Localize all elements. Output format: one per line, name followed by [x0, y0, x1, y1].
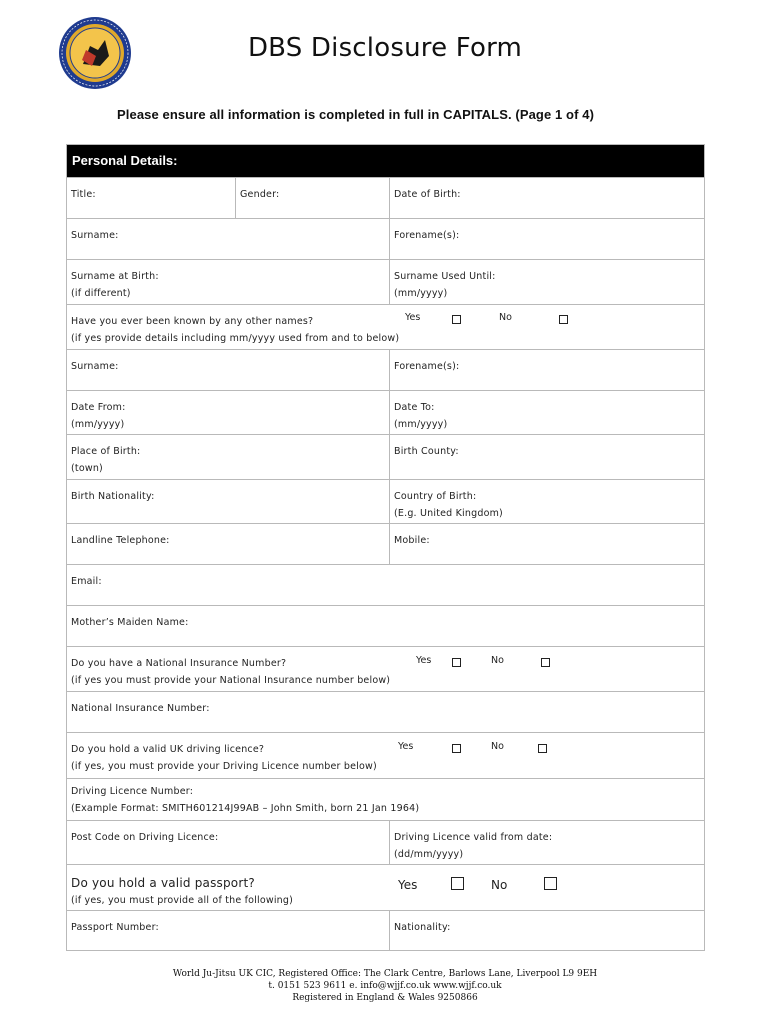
maiden-name-field[interactable]: Mother’s Maiden Name:	[71, 617, 189, 628]
forenames-field[interactable]: Forename(s):	[389, 219, 704, 259]
ni-no[interactable]: No	[491, 655, 504, 666]
passport-yes-checkbox[interactable]	[451, 877, 464, 890]
licence-valid-from-field[interactable]: Driving Licence valid from date: (dd/mm/yyyy)	[389, 821, 704, 864]
licence-yes-checkbox[interactable]	[452, 744, 461, 753]
page-title: DBS Disclosure Form	[247, 33, 523, 63]
gender-field[interactable]: Gender:	[235, 178, 389, 218]
footer-registration: Registered in England & Wales 9250866	[292, 993, 478, 1003]
other-forenames-field[interactable]: Forename(s):	[389, 350, 704, 390]
other-names-no-checkbox[interactable]	[559, 315, 568, 324]
instruction-text: Please ensure all information is completed in full in CAPITALS. (Page 1 of 4)	[117, 107, 594, 122]
dob-field[interactable]: Date of Birth:	[389, 178, 704, 218]
licence-yes[interactable]: Yes	[398, 741, 414, 752]
surname-at-birth-field[interactable]: Surname at Birth: (if different)	[71, 271, 159, 299]
birth-county-field[interactable]: Birth County:	[389, 435, 704, 479]
title-field[interactable]: Title:	[71, 189, 96, 200]
section-header: Personal Details:	[67, 145, 704, 177]
ni-no-checkbox[interactable]	[541, 658, 550, 667]
other-names-no[interactable]: No	[499, 312, 512, 323]
ni-number-field[interactable]: National Insurance Number:	[71, 703, 210, 714]
email-field[interactable]: Email:	[71, 576, 102, 587]
surname-used-until-field[interactable]: Surname Used Until: (mm/yyyy)	[389, 260, 704, 304]
ni-question: Do you have a National Insurance Number? (if yes you must provide your National Insurance number below)	[71, 658, 391, 686]
other-names-yes-checkbox[interactable]	[452, 315, 461, 324]
passport-yes[interactable]: Yes	[398, 878, 418, 892]
other-names-yes[interactable]: Yes	[405, 312, 421, 323]
footer	[0, 968, 770, 1004]
nationality-field[interactable]: Nationality:	[389, 911, 704, 950]
other-surname-field[interactable]: Surname:	[71, 361, 119, 372]
passport-no[interactable]: No	[491, 878, 508, 892]
country-of-birth-field[interactable]: Country of Birth: (E.g. United Kingdom)	[389, 480, 704, 523]
passport-no-checkbox[interactable]	[544, 877, 557, 890]
birth-nationality-field[interactable]: Birth Nationality:	[71, 491, 155, 502]
licence-no-checkbox[interactable]	[538, 744, 547, 753]
ni-yes-checkbox[interactable]	[452, 658, 461, 667]
surname-field[interactable]: Surname:	[71, 230, 119, 241]
landline-field[interactable]: Landline Telephone:	[71, 535, 170, 546]
personal-details-form	[66, 144, 705, 951]
footer-address: World Ju-Jitsu UK CIC, Registered Office: The Clark Centre, Barlows Lane, Liverpool L9 9EH	[172, 969, 598, 979]
ni-yes[interactable]: Yes	[416, 655, 432, 666]
footer-contact: t. 0151 523 9611 e. info@wjjf.co.uk www.wjjf.co.uk	[268, 981, 502, 991]
passport-question: Do you hold a valid passport? (if yes, you must provide all of the following)	[71, 876, 294, 906]
place-of-birth-field[interactable]: Place of Birth: (town)	[71, 446, 141, 474]
mobile-field[interactable]: Mobile:	[389, 524, 704, 564]
licence-number-field[interactable]: Driving Licence Number: (Example Format: SMITH601214J99AB – John Smith, born 21 Jan 1964)	[71, 786, 420, 814]
licence-question: Do you hold a valid UK driving licence? (if yes, you must provide your Driving Licence number below)	[71, 744, 377, 772]
licence-no[interactable]: No	[491, 741, 504, 752]
other-names-question: Have you ever been known by any other names? (if yes provide details including mm/yyyy used from and to below)	[71, 316, 400, 344]
date-to-field[interactable]: Date To: (mm/yyyy)	[389, 391, 704, 434]
passport-number-field[interactable]: Passport Number:	[71, 922, 159, 933]
postcode-licence-field[interactable]: Post Code on Driving Licence:	[71, 832, 219, 843]
date-from-field[interactable]: Date From: (mm/yyyy)	[71, 402, 126, 430]
